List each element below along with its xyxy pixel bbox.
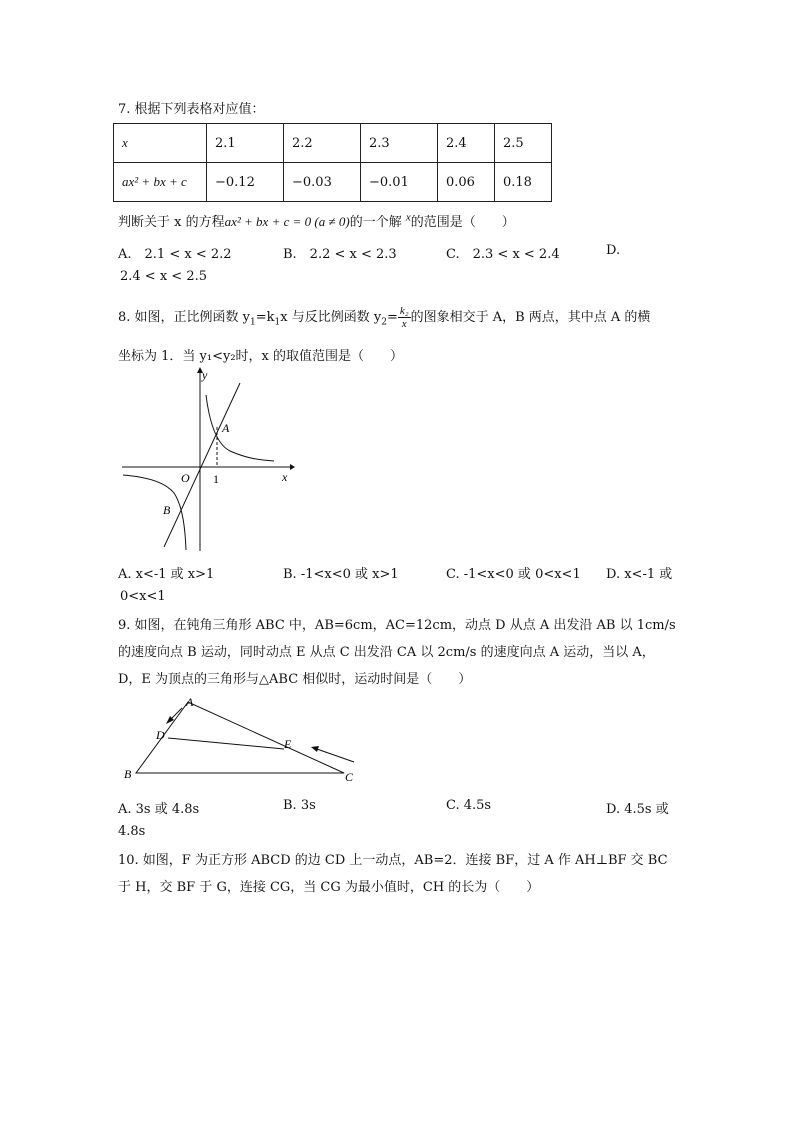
arrow-e-line (314, 748, 354, 762)
arrow-e-head-icon (311, 746, 319, 752)
table-cell: −0.12 (207, 163, 284, 202)
point-a-label: A (222, 421, 230, 435)
table-cell: −0.01 (361, 163, 438, 202)
q9-option-d[interactable]: D. 4.5s 或 (606, 802, 669, 817)
q10-line1: 10. 如图，F 为正方形 ABCD 的边 CD 上一动点，AB=2．连接 BF，过 A 作 AH⊥BF 交 BC (118, 853, 668, 868)
q7-option-a[interactable]: A. 2.1 < x < 2.2 (118, 247, 232, 262)
point-b-label: B (163, 503, 171, 517)
hyperbola-branch-right (206, 395, 274, 461)
q8-option-d-cont: 0<x<1 (120, 589, 166, 604)
q9-line2: 的速度向点 B 运动，同时动点 E 从点 C 出发沿 CA 以 2cm/s 的速度向点 A 运动，当以 A， (118, 645, 655, 660)
x-axis-label: x (282, 470, 288, 484)
q7-option-b[interactable]: B. 2.2 < x < 2.3 (283, 247, 397, 262)
q8-line2: 坐标为 1．当 y₁<y₂时，x 的取值范围是（ ） (118, 349, 404, 364)
q7-option-d-cont: 2.4 < x < 2.5 (120, 269, 207, 284)
q7-stem: 7. 根据下列表格对应值： (118, 102, 265, 117)
label-d: D (156, 728, 165, 742)
label-b: B (124, 767, 132, 781)
table-cell: 2.2 (284, 124, 361, 163)
table-row (114, 163, 552, 202)
label-e: E (284, 737, 292, 751)
q8-option-d[interactable]: D. x<-1 或 (606, 567, 673, 582)
q8-graph (118, 365, 298, 555)
table-cell: 2.1 (207, 124, 284, 163)
y-axis-label: y (202, 368, 208, 382)
label-a: A (186, 695, 194, 709)
q7-option-d[interactable]: D. (606, 243, 621, 258)
q9-line3: D，E 为顶点的三角形与△ABC 相似时，运动时间是（ ） (118, 672, 472, 687)
table-cell: 0.06 (438, 163, 495, 202)
q9-option-b[interactable]: B. 3s (283, 798, 316, 813)
q7-question: 判断关于 x 的方程ax² + bx + c = 0 (a ≠ 0)的一个解 $^x$的范围是（ ） (118, 211, 515, 230)
q7-option-c[interactable]: C. 2.3 < x < 2.4 (446, 247, 560, 262)
label-c: C (345, 770, 354, 784)
table-cell: 2.5 (495, 124, 552, 163)
q9-option-c[interactable]: C. 4.5s (446, 798, 492, 813)
q8-fraction: $\frac{\text{k₂}}{x}$ (399, 305, 409, 331)
table-cell: −0.03 (284, 163, 361, 202)
q9-triangle-figure (118, 694, 368, 786)
table-cell: 2.4 (438, 124, 495, 163)
q8-option-b[interactable]: B. -1<x<0 或 x>1 (283, 567, 399, 582)
table-row (114, 124, 552, 163)
q9-option-d-cont: 4.8s (118, 824, 146, 839)
table-cell: x (114, 124, 207, 163)
q9-line1: 9. 如图，在钝角三角形 ABC 中，AB=6cm，AC=12cm，动点 D 从点 A 出发沿 AB 以 1cm/s (118, 618, 676, 633)
tick-label: 1 (213, 472, 219, 486)
segment-de (168, 738, 284, 749)
q8-option-a[interactable]: A. x<-1 或 x>1 (118, 567, 215, 582)
q10-line2: 于 H，交 BF 于 G，连接 CG，当 CG 为最小值时，CH 的长为（ ） (118, 880, 540, 895)
table-cell: 0.18 (495, 163, 552, 202)
origin-label: O (181, 471, 190, 485)
q7-value-table (113, 123, 552, 202)
table-cell: 2.3 (361, 124, 438, 163)
hyperbola-branch-left (123, 475, 186, 550)
triangle-abc (136, 702, 344, 773)
q8-line1: 8. 如图，正比例函数 $y_1=k_1x$ 与反比例函数 $y_2=$ $\frac{\text{k₂}}{x}$ 的图象相交于 A，B 两点，其中点 A 的横 (118, 305, 651, 331)
q8-option-c[interactable]: C. -1<x<0 或 0<x<1 (446, 567, 581, 582)
q9-option-a[interactable]: A. 3s 或 4.8s (118, 802, 200, 817)
x-axis-arrow-icon (290, 464, 295, 470)
direct-proportion-line (164, 383, 240, 547)
table-cell: ax² + bx + c (114, 163, 207, 202)
